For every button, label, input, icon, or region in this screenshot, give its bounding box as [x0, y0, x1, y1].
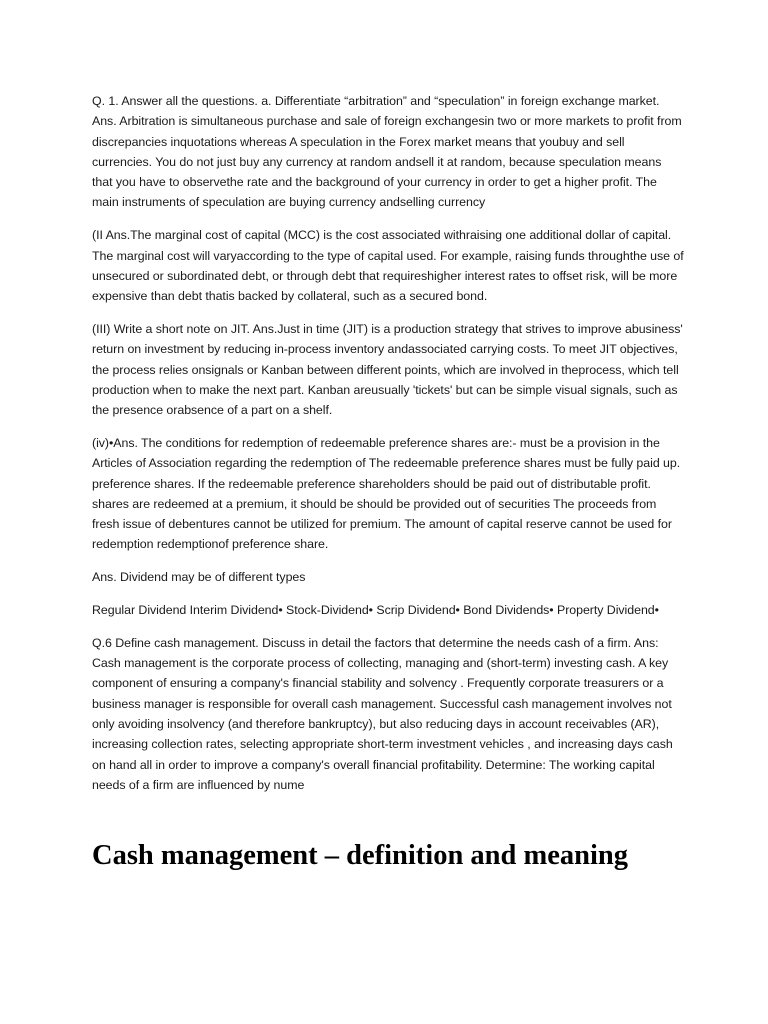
- paragraph-jit: (III) Write a short note on JIT. Ans.Just in time (JIT) is a production strategy that strives to improve abusiness' return on investment by reducing in-process inventory andassociated carrying costs. To meet JIT objectives, the process relies onsignals or Kanban between different points, which are involved in theprocess, which tell production when to make the next part. Kanban areusually 'tickets' but can be simple visual signals, such as the presence orabsence of a part on a shelf.: [92, 321, 683, 418]
- paragraph-redemption: (iv)•Ans. The conditions for redemption of redeemable preference shares are:- must be a provision in the Articles of Association regarding the redemption of The redeemable preference shares must be fully paid up. preference shares. If the redeemable preference shareholders should be paid out of distributable profit. shares are redeemed at a premium, it should be should be provided out of securities The proceeds from fresh issue of debentures cannot be utilized for premium. The amount of capital reserve cannot be used for redemption redemptionof preference share.: [92, 435, 681, 552]
- document-page: [92, 91, 684, 874]
- paragraph-dividend-types-intro: Ans. Dividend may be of different types: [92, 570, 306, 585]
- paragraph-dividend-list: Regular Dividend Interim Dividend• Stock-Dividend• Scrip Dividend• Bond Dividends• Property Dividend•: [92, 603, 659, 618]
- section-heading: Cash management – definition and meaning: [92, 840, 629, 872]
- paragraph-cash-management: Q.6 Define cash management. Discuss in detail the factors that determine the needs cash of a firm. Ans: Cash management is the corporate process of collecting, managing and (short-term) investing cash. A key component of ensuring a company's financial stability and solvency . Frequently corporate treasurers or a business manager is responsible for overall cash management. Successful cash management involves not only avoiding insolvency (and therefore bankruptcy), but also reducing days in account receivables (AR), increasing collection rates, selecting appropriate short-term investment vehicles , and increasing days cash on hand all in order to improve a company's overall financial profitability. Determine: The working capital needs of a firm are influenced by nume: [92, 635, 673, 792]
- paragraph-marginal-cost: (II Ans.The marginal cost of capital (MCC) is the cost associated withraising one additional dollar of capital. The marginal cost will varyaccording to the type of capital used. For example, raising funds throughthe use of unsecured or subordinated debt, or through debt that requireshigher interest rates to offset risk, will be more expensive than debt thatis backed by collateral, such as a secured bond.: [92, 228, 684, 304]
- paragraph-q1-arbitration: Q. 1. Answer all the questions. a. Differentiate “arbitration” and “speculation” in foreign exchange market. Ans. Arbitration is simultaneous purchase and sale of foreign exchangesin two or more markets to profit from discrepancies inquotations whereas A speculation in the Forex market means that youbuy and sell currencies. You do not just buy any currency at random andsell it at random, because speculation means that you have to observethe rate and the background of your currency in order to get a higher profit. The main instruments of speculation are buying currency andselling currency: [92, 94, 682, 210]
